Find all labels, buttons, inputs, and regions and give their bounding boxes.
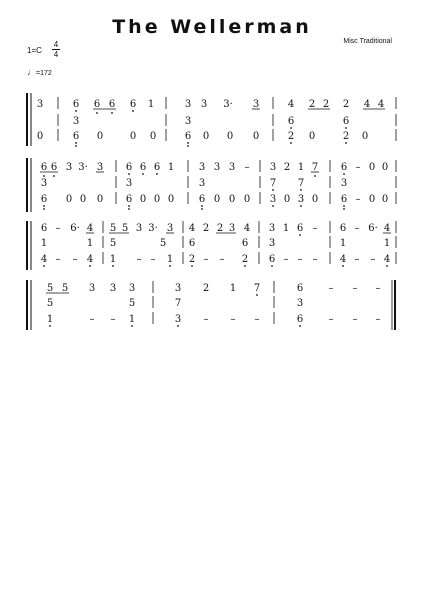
octave-dot bbox=[128, 205, 130, 207]
melody-note: 3 bbox=[268, 223, 276, 234]
bass-note: – bbox=[136, 254, 142, 265]
melody-note: 2 bbox=[342, 99, 350, 110]
harmony-note: 3 bbox=[72, 116, 80, 127]
composer-credit: Misc Traditional bbox=[343, 38, 392, 45]
melody-note: 3 bbox=[109, 283, 117, 294]
melody-note: 3 bbox=[36, 99, 44, 110]
melody-note: 3· bbox=[148, 223, 158, 234]
octave-dot bbox=[272, 205, 274, 207]
melody-note: 6 bbox=[340, 162, 348, 173]
melody-note: 2 bbox=[202, 283, 210, 294]
melody-note: 3 bbox=[198, 162, 206, 173]
melody-note: – bbox=[355, 162, 361, 173]
melody-note: 3· bbox=[223, 99, 233, 110]
octave-dot bbox=[132, 110, 134, 112]
bass-note: 2 bbox=[241, 254, 249, 265]
bass-note: – bbox=[370, 254, 376, 265]
octave-dot bbox=[142, 173, 144, 175]
harmony-note: 6 bbox=[287, 116, 295, 127]
harmony-note: 1 bbox=[86, 238, 94, 249]
melody-note: 6· bbox=[368, 223, 378, 234]
bass-note: – bbox=[354, 254, 360, 265]
harmony-note: 5 bbox=[46, 298, 54, 309]
bass-note: 0 bbox=[96, 194, 104, 205]
octave-dot bbox=[201, 205, 203, 207]
melody-note: – bbox=[55, 223, 61, 234]
harmony-note: 3 bbox=[125, 178, 133, 189]
melody-note: 0 bbox=[381, 162, 389, 173]
melody-note: 2 bbox=[216, 223, 224, 234]
octave-dot bbox=[187, 142, 189, 144]
melody-note: 3 bbox=[96, 162, 104, 173]
melody-note: 1 bbox=[147, 99, 155, 110]
melody-note: – bbox=[244, 162, 250, 173]
octave-dot bbox=[131, 325, 133, 327]
octave-dot bbox=[43, 175, 45, 177]
octave-dot bbox=[43, 208, 45, 210]
octave-dot bbox=[128, 208, 130, 210]
bass-note: – bbox=[230, 314, 236, 325]
bass-note: – bbox=[328, 314, 334, 325]
melody-note: 3 bbox=[174, 283, 182, 294]
bass-note: 1 bbox=[166, 254, 174, 265]
melody-note: 3 bbox=[184, 99, 192, 110]
bass-note: – bbox=[72, 254, 78, 265]
bass-note: 0 bbox=[202, 131, 210, 142]
octave-dot bbox=[201, 208, 203, 210]
octave-dot bbox=[89, 265, 91, 267]
bass-note: – bbox=[297, 254, 303, 265]
time-signature-top: 4 bbox=[53, 40, 59, 49]
melody-note: 7 bbox=[253, 283, 261, 294]
bass-note: 6 bbox=[184, 131, 192, 142]
bass-note: 2 bbox=[342, 131, 350, 142]
melody-note: 3 bbox=[269, 162, 277, 173]
octave-dot bbox=[96, 112, 98, 114]
octave-dot bbox=[290, 127, 292, 129]
melody-note: 6 bbox=[50, 162, 58, 173]
melody-note: 3· bbox=[78, 162, 88, 173]
melody-note: 3 bbox=[166, 223, 174, 234]
octave-dot bbox=[49, 325, 51, 327]
bass-note: 0 bbox=[361, 131, 369, 142]
melody-note: 2 bbox=[283, 162, 291, 173]
melody-note: – bbox=[312, 223, 318, 234]
bass-note: 0 bbox=[139, 194, 147, 205]
harmony-note: 1 bbox=[383, 238, 391, 249]
melody-note: 3 bbox=[65, 162, 73, 173]
octave-dot bbox=[314, 175, 316, 177]
octave-dot bbox=[272, 189, 274, 191]
octave-dot bbox=[111, 112, 113, 114]
melody-note: – bbox=[375, 283, 381, 294]
harmony-note: 3 bbox=[340, 178, 348, 189]
bass-note: 6 bbox=[198, 194, 206, 205]
octave-dot bbox=[300, 189, 302, 191]
bass-note: 0 bbox=[381, 194, 389, 205]
melody-note: – bbox=[354, 223, 360, 234]
octave-dot bbox=[244, 265, 246, 267]
melody-note: 6 bbox=[40, 162, 48, 173]
bass-note: – bbox=[219, 254, 225, 265]
bass-note: 3 bbox=[269, 194, 277, 205]
harmony-note: 6 bbox=[188, 238, 196, 249]
melody-note: 4 bbox=[377, 99, 385, 110]
octave-dot bbox=[299, 234, 301, 236]
bass-note: 4 bbox=[86, 254, 94, 265]
quarter-note-icon: ♩ bbox=[27, 67, 36, 77]
melody-note: 4 bbox=[243, 223, 251, 234]
octave-dot bbox=[75, 142, 77, 144]
melody-note: 6 bbox=[129, 99, 137, 110]
harmony-note: 6 bbox=[241, 238, 249, 249]
harmony-note: 7 bbox=[269, 178, 277, 189]
melody-note: 3 bbox=[128, 283, 136, 294]
octave-dot bbox=[290, 142, 292, 144]
bass-note: 0 bbox=[65, 194, 73, 205]
octave-dot bbox=[342, 265, 344, 267]
harmony-note: 5 bbox=[109, 238, 117, 249]
bass-note: 0 bbox=[252, 131, 260, 142]
octave-dot bbox=[187, 145, 189, 147]
melody-note: 0 bbox=[368, 162, 376, 173]
octave-dot bbox=[343, 173, 345, 175]
melody-note: 1 bbox=[167, 162, 175, 173]
harmony-note: 3 bbox=[184, 116, 192, 127]
bass-note: – bbox=[254, 314, 260, 325]
bass-note: 4 bbox=[40, 254, 48, 265]
key-signature: 1=C bbox=[27, 46, 42, 55]
bass-note: 6 bbox=[340, 194, 348, 205]
octave-dot bbox=[53, 175, 55, 177]
melody-note: 6 bbox=[139, 162, 147, 173]
bass-note: – bbox=[203, 314, 209, 325]
melody-note: 6 bbox=[296, 283, 304, 294]
bass-note: 1 bbox=[109, 254, 117, 265]
octave-dot bbox=[156, 173, 158, 175]
harmony-note: 5 bbox=[128, 298, 136, 309]
octave-dot bbox=[271, 265, 273, 267]
melody-note: 5 bbox=[109, 223, 117, 234]
melody-note: 6 bbox=[125, 162, 133, 173]
octave-dot bbox=[128, 173, 130, 175]
melody-note: 6 bbox=[108, 99, 116, 110]
harmony-note: 1 bbox=[40, 238, 48, 249]
melody-note: 6 bbox=[93, 99, 101, 110]
time-signature-bottom: 4 bbox=[53, 50, 59, 59]
melody-note: 3 bbox=[228, 223, 236, 234]
melody-note: 5 bbox=[121, 223, 129, 234]
harmony-note: 3 bbox=[268, 238, 276, 249]
bass-note: 3 bbox=[297, 194, 305, 205]
octave-dot bbox=[343, 208, 345, 210]
bass-note: 6 bbox=[268, 254, 276, 265]
melody-note: 6 bbox=[339, 223, 347, 234]
melody-note: 3 bbox=[228, 162, 236, 173]
melody-note: 2 bbox=[202, 223, 210, 234]
bass-note: 0 bbox=[79, 194, 87, 205]
melody-note: 3 bbox=[135, 223, 143, 234]
bass-note: – bbox=[203, 254, 209, 265]
bass-note: 6 bbox=[40, 194, 48, 205]
bass-note: – bbox=[352, 314, 358, 325]
bass-note: 0 bbox=[149, 131, 157, 142]
melody-note: 6· bbox=[70, 223, 80, 234]
melody-note: 4 bbox=[287, 99, 295, 110]
bass-note: 0 bbox=[36, 131, 44, 142]
bass-note: 6 bbox=[72, 131, 80, 142]
bass-note: 6 bbox=[296, 314, 304, 325]
octave-dot bbox=[345, 127, 347, 129]
bass-note: 1 bbox=[46, 314, 54, 325]
tempo-value: =172 bbox=[36, 70, 52, 77]
melody-note: 4 bbox=[188, 223, 196, 234]
bass-note: – bbox=[110, 314, 116, 325]
bass-note: 0 bbox=[96, 131, 104, 142]
melody-note: 4 bbox=[86, 223, 94, 234]
octave-dot bbox=[256, 294, 258, 296]
octave-dot bbox=[299, 325, 301, 327]
harmony-note: 7 bbox=[297, 178, 305, 189]
melody-note: – bbox=[352, 283, 358, 294]
bass-note: 0 bbox=[283, 194, 291, 205]
octave-dot bbox=[43, 205, 45, 207]
octave-dot bbox=[386, 265, 388, 267]
harmony-note: 1 bbox=[339, 238, 347, 249]
octave-dot bbox=[343, 205, 345, 207]
bass-note: – bbox=[55, 254, 61, 265]
bass-note: – bbox=[150, 254, 156, 265]
bass-note: 2 bbox=[287, 131, 295, 142]
melody-note: 6 bbox=[153, 162, 161, 173]
bass-note: 0 bbox=[226, 131, 234, 142]
melody-note: 2 bbox=[308, 99, 316, 110]
melody-note: 7 bbox=[311, 162, 319, 173]
melody-note: 5 bbox=[61, 283, 69, 294]
bass-note: – bbox=[355, 194, 361, 205]
octave-dot bbox=[345, 142, 347, 144]
octave-dot bbox=[43, 265, 45, 267]
bass-note: 0 bbox=[243, 194, 251, 205]
melody-note: – bbox=[328, 283, 334, 294]
melody-note: 6 bbox=[40, 223, 48, 234]
octave-dot bbox=[112, 265, 114, 267]
bass-note: – bbox=[283, 254, 289, 265]
octave-dot bbox=[300, 205, 302, 207]
melody-note: 3 bbox=[252, 99, 260, 110]
bass-note: 3 bbox=[174, 314, 182, 325]
harmony-note: 3 bbox=[296, 298, 304, 309]
melody-note: 1 bbox=[282, 223, 290, 234]
song-title: The Wellerman bbox=[112, 16, 312, 38]
harmony-note: 3 bbox=[198, 178, 206, 189]
octave-dot bbox=[177, 325, 179, 327]
melody-note: 4 bbox=[383, 223, 391, 234]
harmony-note: 5 bbox=[159, 238, 167, 249]
bass-note: 0 bbox=[308, 131, 316, 142]
bass-note: 0 bbox=[167, 194, 175, 205]
melody-note: 1 bbox=[229, 283, 237, 294]
melody-note: 4 bbox=[363, 99, 371, 110]
harmony-note: 7 bbox=[174, 298, 182, 309]
harmony-note: 3 bbox=[40, 178, 48, 189]
melody-note: 3 bbox=[213, 162, 221, 173]
bass-note: – bbox=[375, 314, 381, 325]
bass-note: 0 bbox=[153, 194, 161, 205]
melody-note: 1 bbox=[297, 162, 305, 173]
melody-note: 6 bbox=[72, 99, 80, 110]
bass-note: 0 bbox=[311, 194, 319, 205]
bass-note: – bbox=[89, 314, 95, 325]
bass-note: 0 bbox=[368, 194, 376, 205]
octave-dot bbox=[75, 145, 77, 147]
melody-note: 2 bbox=[322, 99, 330, 110]
bass-note: 0 bbox=[129, 131, 137, 142]
bass-note: 2 bbox=[188, 254, 196, 265]
bass-note: 4 bbox=[339, 254, 347, 265]
bass-note: 1 bbox=[128, 314, 136, 325]
bass-note: 0 bbox=[213, 194, 221, 205]
bass-note: 4 bbox=[383, 254, 391, 265]
melody-note: 3 bbox=[200, 99, 208, 110]
melody-note: 3 bbox=[88, 283, 96, 294]
melody-note: 6 bbox=[296, 223, 304, 234]
bass-note: – bbox=[312, 254, 318, 265]
bass-note: 6 bbox=[125, 194, 133, 205]
octave-dot bbox=[169, 265, 171, 267]
melody-note: 5 bbox=[46, 283, 54, 294]
octave-dot bbox=[75, 110, 77, 112]
octave-dot bbox=[191, 265, 193, 267]
bass-note: 0 bbox=[228, 194, 236, 205]
harmony-note: 6 bbox=[342, 116, 350, 127]
